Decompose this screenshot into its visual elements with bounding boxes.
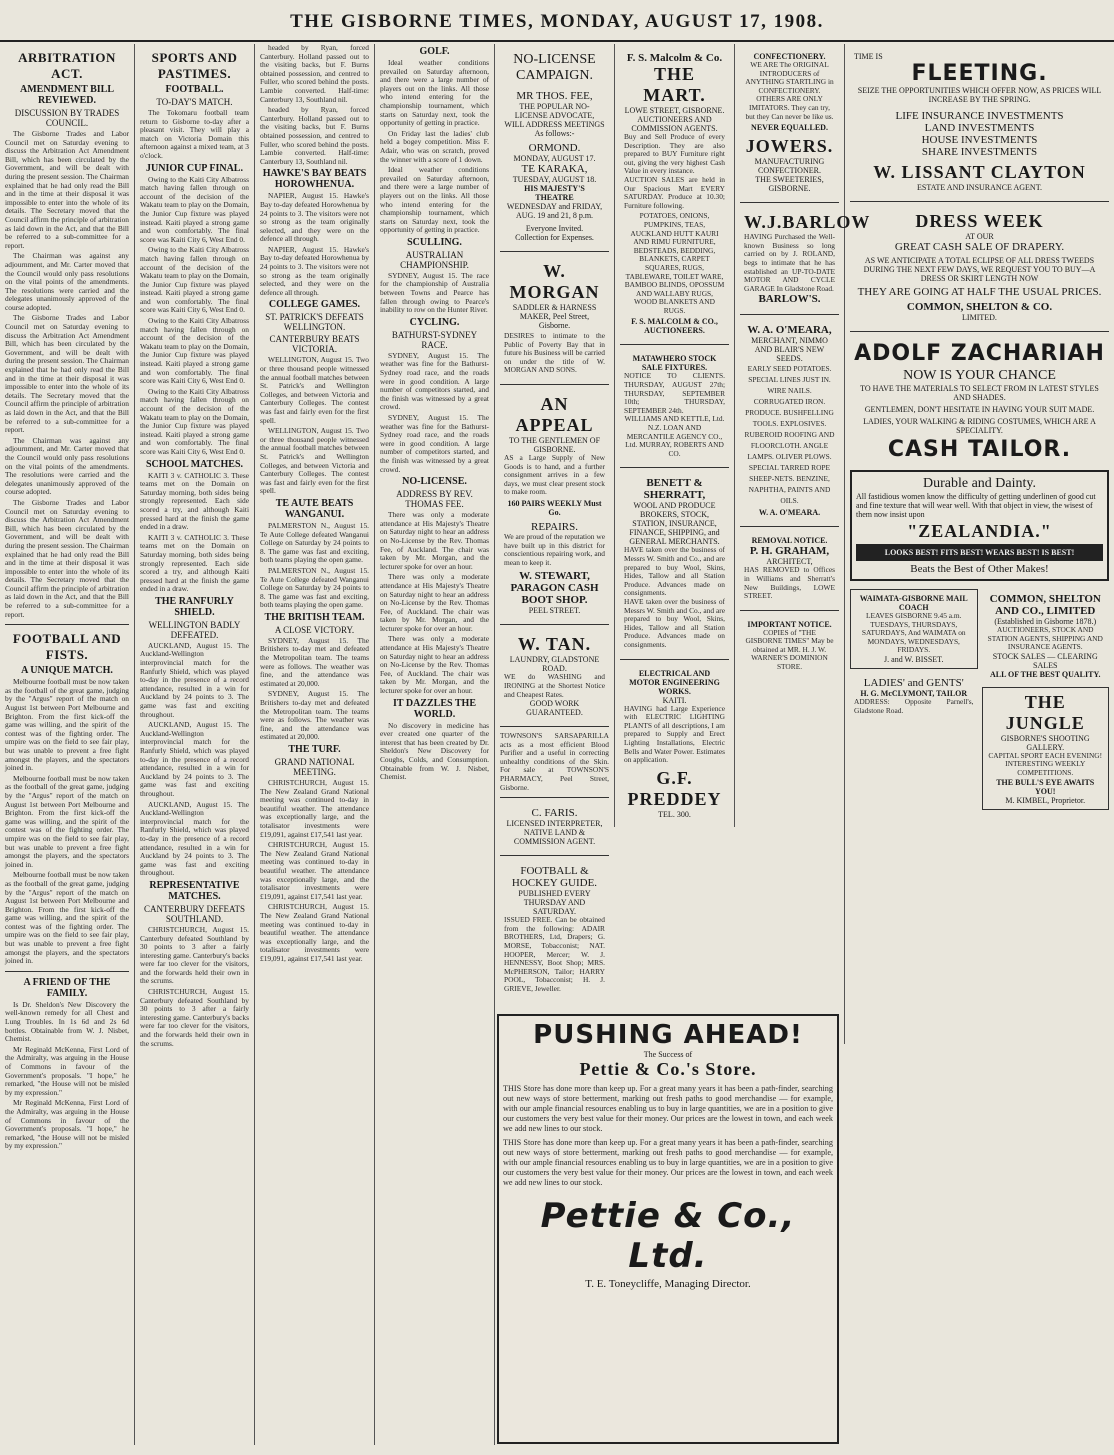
benett-sherratt-ad xyxy=(620,473,729,653)
ad-line: LAND INVESTMENTS xyxy=(924,122,1035,134)
ad-subtitle: AUCTIONEERS AND COMMISSION AGENTS. xyxy=(631,115,718,133)
paragraph: There was only a moderate attendance at His Majesty's Theatre on Saturday night to hear an address on No-License by the Rev. Thomas Fee, of Auckland. The chair was taken by Mr. Morgan, and the lecturer spoke for over an hour. xyxy=(380,510,489,571)
ad-subtitle: LADIES' and GENTS' xyxy=(863,676,964,689)
ad-title: C. FARIS. xyxy=(531,807,578,820)
barlow-ad xyxy=(740,208,871,309)
column-ads-1 xyxy=(495,44,615,993)
wellington-defeated-subhead: WELLINGTON BADLY DEFEATED. xyxy=(148,619,241,640)
ad-footer: F. S. MALCOLM & CO., AUCTIONEERS. xyxy=(631,317,718,336)
paragraph: AUCKLAND, August 15. The Auckland-Wellington interprovincial match for the Ranfurly Shield, which was played to-day in the presence of a record attendance, resulted in a win for Auckland by 24 points to 3. The game was fast and exciting throughout. xyxy=(140,799,249,878)
paragraph: No discovery in medicine has ever created one quarter of the interest that has been created by Dr. Sheldon's New Discovery for Coughs, Colds, and Consumption. Obtainable from W. J. Nisbet, Chemist. xyxy=(380,720,489,782)
divider xyxy=(620,344,729,345)
ad-subtitle: ARCHITECT, xyxy=(766,557,813,567)
bottom-ads xyxy=(850,585,1109,814)
ad-title: CONFECTIONERY. xyxy=(753,52,826,61)
sports-headline: SPORTS AND PASTIMES. xyxy=(151,50,238,81)
paragraph: Mr Reginald McKenna, First Lord of the Admiralty, was arguing in the House of Commons in favour of the Government's proposals. "I hope," he remarked, "the House will not be misled by my expression." xyxy=(5,1098,129,1151)
divider xyxy=(5,971,129,972)
paragraph: The Gisborne Trades and Labor Council met on Saturday evening to discuss the Arbitration Act Amendment Bill, which has been circulated by the Government, and will be dealt with during the present session. The Chairman explained that he had only read the Bill and in the time at their disposal it was impossible to enter into the whole of its details. The Secretary moved that the Council affirm the principle of arbitration as laid down in the Act, and that the Bill be referred to a sub-committee for a report. xyxy=(5,129,129,250)
st-patricks-subhead: ST. PATRICK'S DEFEATS WELLINGTON. xyxy=(265,312,364,333)
ad-footer: WILLIAMS AND KETTLE, Ltd. N.Z. LOAN AND MERCANTILE AGENCY CO., Ltd. MURRAY, ROBERTS AND CO. xyxy=(624,414,725,458)
ad-subtitle: (Established in Gisborne 1878.) xyxy=(994,617,1097,626)
paragraph: On Friday last the ladies' club held a bogey competition. Miss F. Adair, who was on scratch, proved the winner with a score of 1 down. xyxy=(380,128,489,164)
column-sports-cont xyxy=(255,44,375,1445)
paragraph: headed by Ryan, forced Canterbury. Holland passed out to the visiting backs, but F. Burns obtained possession, and centred to Fuller, who scored behind the posts. Lambie converted. Half-time: Canterbury 13, Southland nil. xyxy=(260,105,369,166)
article-body xyxy=(140,109,249,161)
rev-fee-subhead: ADDRESS BY REV. THOMAS FEE. xyxy=(396,489,473,510)
paragraph: The Gisborne Trades and Labor Council met on Saturday evening to discuss the Arbitration Act Amendment Bill, which has been circulated by the Government, and will be dealt with during the present session. The Chairman explained that he had only read the Bill and in the time at their disposal it was impossible to enter into the whole of its details. The Secretary moved that the Council affirm the principle of arbitration as laid down in the Act, and that the Bill be referred to a sub-committee for a report. xyxy=(5,313,129,435)
canterbury-victoria-subhead: CANTERBURY BEATS VICTORIA. xyxy=(269,334,360,355)
cycling-headline: CYCLING. xyxy=(409,316,460,328)
place: HIS MAJESTY'S THEATRE xyxy=(524,184,585,202)
pettie-ad xyxy=(497,1014,839,1444)
ad-title: WAIMATA-GISBORNE MAIL COACH xyxy=(859,594,968,612)
pettie-logo: Pettie & Co., Ltd. xyxy=(540,1196,796,1276)
graham-ad xyxy=(740,532,839,604)
ad-body: WE ARE The ORIGINAL INTRODUCERS of ANYTHING STARTLING in CONFECTIONERY. OTHERS ARE ONLY IMITATORS. They can try, but they Can never be like us. xyxy=(745,60,834,121)
jungle-ad xyxy=(982,687,1110,810)
no-license-headline: NO-LICENSE. xyxy=(402,476,467,488)
left-ads xyxy=(850,585,978,814)
article-body xyxy=(380,59,489,235)
article-body xyxy=(260,44,369,166)
common-shelton-ad xyxy=(982,589,1110,683)
no-license-ad xyxy=(500,48,609,246)
column-ads-4 xyxy=(845,44,1114,1445)
ad-line: LIFE INSURANCE INVESTMENTS xyxy=(895,110,1064,122)
ad-title: W. LISSANT CLAYTON xyxy=(873,162,1086,182)
ad-title: GREAT CASH SALE OF DRAPERY. xyxy=(894,241,1065,253)
junior-cup-subhead: JUNIOR CUP FINAL. xyxy=(146,162,243,174)
paragraph: SYDNEY, August 15. The weather was fine for the Bathurst-Sydney road race, and the roads were in good condition. A large number of competitors started, and the finish was witnessed by a great crowd. xyxy=(380,413,489,474)
ad-footer: NEVER EQUALLED. xyxy=(751,123,828,133)
paragraph: The Chairman was against any adjournment, and Mr. Carter moved that the Council would only pass resolutions on the vital points of the amendments. The resolutions were carried and the delegates unanimously approved of the course adopted. xyxy=(5,435,129,497)
grand-national-subhead: GRAND NATIONAL MEETING. xyxy=(274,757,355,777)
ad-footer: LIMITED. xyxy=(962,313,997,322)
ad-body: All fastidious women know the difficulty of getting underlinen of good cut and fine texture that will wear well. With that object in view, the wisest of them now insist upon xyxy=(856,492,1096,519)
important-notice-ad xyxy=(740,616,839,676)
footer: Collection for Expenses. xyxy=(515,233,594,242)
confectionery-ad xyxy=(740,48,839,197)
ad-title: PUSHING AHEAD! xyxy=(533,1020,803,1050)
ad-subtitle: GISBORNE'S SHOOTING GALLERY. xyxy=(1000,733,1090,752)
paragraph: PALMERSTON N., August 15. Te Aute College defeated Wanganui College on Saturday by 24 points to 8. The game was fast and exciting, both teams playing the open game. xyxy=(260,565,369,610)
paragraph: PALMERSTON N., August 15. Te Aute College defeated Wanganui College on Saturday by 24 points to 8. The game was fast and exciting, both teams playing the open game. xyxy=(260,520,369,565)
dress-week-ad xyxy=(850,207,1109,326)
paragraph: The Gisborne Trades and Labor Council met on Saturday evening to discuss the Arbitration Act Amendment Bill, which has been circulated by the Government, and will be dealt with during the present session. The Chairman explained that he had only read the Bill and in the time at their disposal it was impossible to enter into the whole of its details. The Secretary moved that the Council affirm the principle of arbitration as laid down in the Act, and that the Bill be referred to a sub-committee for a report. xyxy=(5,497,129,619)
paragraph: Ideal weather conditions prevailed on Saturday afternoon, and there were a large number of players out on the links. All those who intend entering for the championship tournament, which starts on Saturday next, took the opportunity of getting in practice. xyxy=(380,58,489,128)
ad-title: NO-LICENSE CAMPAIGN. xyxy=(513,52,596,83)
ad-phone: TEL. 300. xyxy=(658,809,691,819)
paragraph: Mr Reginald McKenna, First Lord of the Admiralty, was arguing in the House of Commons in favour of the Government's proposals. "I hope," he remarked, "the House will not be misled by my expression." xyxy=(5,1044,129,1097)
divider xyxy=(5,624,129,625)
championship-subhead: AUSTRALIAN CHAMPIONSHIP. xyxy=(400,249,469,270)
paragraph: SYDNEY, August 15. The weather was fine for the Bathurst-Sydney road race, and the roads were in good condition. A large number of competitors started, and the finish was witnessed by a great crowd. xyxy=(380,350,489,412)
paragraph: Owing to the Kaiti City Albatross match having fallen through on account of the decision of the Wakatu team to play on the Domain, the Junior Cup fixture was played instead. Kaiti played a strong game and won comfortably. The final score was Kaiti City 6, West End 0. xyxy=(140,245,249,315)
te-aute-subhead: TE AUTE BEATS WANGANUI. xyxy=(275,497,354,520)
ad-subtitle: MANUFACTURING CONFECTIONER. xyxy=(754,157,825,176)
article-body xyxy=(5,130,129,619)
ad-subtitle: KAITI. xyxy=(662,695,687,705)
ad-body: EARLY SEED POTATOES. SPECIAL LINES JUST IN. WIRE NAILS. CORRUGATED IRON. PRODUCE. BUSHFELLING TOOLS. EXPLOSIVES. RUBEROID ROOFING AND FLOORCLOTH. ANGLE LAMPS. OLIVER PLOWS. SPECIAL TARRED ROPE SHEEP-NETS. BENZINE, NAPHTHA, PAINTS AND OILS. xyxy=(744,364,835,506)
divider xyxy=(500,855,609,856)
ad-footer: BARLOW'S. xyxy=(758,293,821,306)
zealandia-ad xyxy=(850,470,1109,581)
ad-footer: T. E. Toneycliffe, Managing Director. xyxy=(585,1278,751,1290)
ad-title: BENETT & SHERRATT, xyxy=(643,477,706,502)
ad-body: NOTICE TO CLIENTS. THURSDAY, AUGUST 27th; THURSDAY, SEPTEMBER 10th; THURSDAY, SEPTEMBER 24th. xyxy=(624,371,725,415)
column-sports xyxy=(135,44,255,1445)
paragraph: Melbourne football must be now taken as the football of the great game, judging by the "Argus" report of the match on August 1st between Port Melbourne and Brighton. From the first kick-off the game was willing, and the spirit of the contest was of the fighting order. The umpire was on the field to see fair play, but was unable to prevent a free fight amongst the players, and the spectators joined in. xyxy=(5,870,129,966)
arbitration-headline: ARBITRATION ACT. xyxy=(18,50,116,81)
date: TUESDAY, AUGUST 18. xyxy=(512,175,597,184)
divider xyxy=(850,331,1109,332)
ad-body: COPIES of "THE GISBORNE TIMES" May be obtained at MR. H. J. W. WARNER'S DOMINION STORE. xyxy=(745,627,834,672)
masthead: THE GISBORNE TIMES, MONDAY, AUGUST 17, 1908. xyxy=(0,4,1114,42)
morgan-ad xyxy=(500,257,609,379)
ad-title: FLEETING. xyxy=(911,61,1048,86)
paragraph: SYDNEY, August 15. The Britishers to-day met and defeated the Metropolitan team. The teams were as follows. The weather was fine, and the attendance was estimated at 20,000. xyxy=(260,635,369,688)
ad-body: CAPITAL SPORT EACH EVENING! INTERESTING WEEKLY COMPETITIONS. xyxy=(988,750,1103,777)
paragraph: The Chairman was against any adjournment, and Mr. Carter moved that the Council would only pass resolutions on the vital points of the amendments. The resolutions were carried and the delegates unanimously approved of the course adopted. xyxy=(5,251,129,312)
paragraph: Owing to the Kaiti City Albatross match having fallen through on account of the decision of the Wakatu team to play on the Domain, the Junior Cup fixture was played instead. Kaiti played a strong game and won comfortably. The final score was Kaiti City 6, West End 0. xyxy=(140,316,249,386)
date: WEDNESDAY and FRIDAY, AUG. 19 and 21, 8 p.m. xyxy=(506,202,603,220)
football-subhead: FOOTBALL. xyxy=(165,84,224,95)
appeal-ad xyxy=(500,390,609,619)
representative-subhead: REPRESENTATIVE MATCHES. xyxy=(149,879,240,902)
ad-title: Durable and Dainty. xyxy=(923,476,1036,491)
ad-body: LADIES, YOUR WALKING & RIDING COSTUMES, WHICH ARE A SPECIALITY. xyxy=(863,417,1096,435)
paragraph: AUCKLAND, August 15. The Auckland-Wellington interprovincial match for the Ranfurly Shield, which was played to-day in the presence of a record attendance, resulted in a win for Auckland by 24 points to 3. The game was fast and exciting throughout. xyxy=(140,640,249,719)
ad-footer: G.F. PREDDEY xyxy=(627,767,722,809)
ad-body: THIS Store has done more than keep up. For a great many years it has been a path-finder, searching out new ways of store betterment, marking out fresh paths to good merchandise — for example, with our ample financial resources enabling us to buy in large quantities, we are in a position to give our customers the very best value for their money. Our prices are the lowest in town, and each week we add new lines to our stock. xyxy=(503,1084,833,1133)
ad-title: W. STEWART, PARAGON CASH BOOT SHOP. xyxy=(510,570,599,607)
ad-title: ELECTRICAL AND MOTOR ENGINEERING WORKS. xyxy=(629,668,720,696)
paragraph: WELLINGTON, August 15. Two or three thousand people witnessed the annual football matches between St. Patrick's and Wellington Colleges, and between Victoria and Canterbury Colleges. The contest was fast and fairly even for the first spell. xyxy=(260,355,369,425)
matawhero-ad xyxy=(620,350,729,462)
ad-subtitle: LICENSED INTERPRETER, NATIVE LAND & COMMISSION AGENT. xyxy=(506,819,603,847)
ad-subtitle: ESTATE AND INSURANCE AGENT. xyxy=(917,183,1042,192)
ad-title: "ZEALANDIA." xyxy=(907,521,1052,541)
ad-body: HAS REMOVED to Offices in Williams and Sherratt's New Buildings, LOWE STREET. xyxy=(744,565,835,601)
townson-ad: TOWNSON'S SARSAPARILLA acts as a most efficient Blood Purifier and a useful in correcting unhealthy conditions of the Skin. For sale at TOWNSON'S PHARMACY, Peel Street, Gisborne. xyxy=(500,731,609,792)
ad-title: F. S. Malcolm & Co. xyxy=(626,52,723,64)
ad-subtitle: TO THE GENTLEMEN OF GISBORNE. xyxy=(508,435,601,454)
ad-title: W. A. O'MEARA, xyxy=(747,324,832,337)
paragraph: Ideal weather conditions prevailed on Saturday afternoon, and there were a large number of players out on the links. All those who intend entering for the championship tournament, which starts on Saturday next, took the opportunity of getting in practice. xyxy=(380,165,489,235)
article-body xyxy=(140,472,249,594)
football-fists-subhead: A UNIQUE MATCH. xyxy=(21,665,113,677)
ad-callout: LOOKS BEST! FITS BEST! WEARS BEST! IS BEST! xyxy=(856,544,1103,561)
divider xyxy=(850,201,1109,202)
malcolm-ad xyxy=(620,48,729,339)
ad-body: HAVING Purchased the Well-known Business so long carried on by J. ROLAND, begs to intimate that he has established an UP-TO-DATE MOTOR AND CYCLE GARAGE In Gladstone Road. xyxy=(744,232,835,293)
ad-body: DESIRES to intimate to the Public of Poverty Bay that in future his Business will be carried on under the title of W. MORGAN AND SONS. xyxy=(504,331,605,375)
ad-address: ADDRESS: Opposite Parnell's, Gladstone Road. xyxy=(854,696,974,715)
ad-body: TO HAVE THE MATERIALS TO SELECT FROM IN LATEST STYLES AND SHADES. xyxy=(860,384,1099,402)
article-body xyxy=(260,522,369,610)
canterbury-subhead: CANTERBURY DEFEATS SOUTHLAND. xyxy=(144,903,245,924)
ad-title: REPAIRS. xyxy=(531,520,578,533)
ad-subtitle: THE POPULAR NO-LICENSE ADVOCATE, xyxy=(514,102,595,120)
paragraph: NAPIER, August 15. Hawke's Bay to-day defeated Horowhenua by 24 points to 3. The visitors were not so strong as the team originally selected, and they were on the defence all through. xyxy=(260,191,369,244)
divider xyxy=(500,624,609,625)
ad-title: P. H. GRAHAM, xyxy=(749,545,830,558)
article-body xyxy=(380,272,489,315)
ad-subtitle: LAUNDRY, GLADSTONE ROAD. xyxy=(509,655,600,674)
divider xyxy=(500,797,609,798)
paragraph: Owing to the Kaiti City Albatross match having fallen through on account of the decision of the Wakatu team to play on the Domain, the Junior Cup fixture was played instead. Kaiti played a strong game and won comfortably. The final score was Kaiti City 6, West End 0. xyxy=(140,174,249,244)
article-body xyxy=(5,1001,129,1151)
ad-subtitle: AT OUR xyxy=(965,232,994,241)
ad-body: HAVE taken over the business of Messrs W. Smith and Co., and are prepared to buy Wool, Skins, Hides, Tallow and all Station Produce. Advances made on consignments. xyxy=(624,596,725,649)
ad-footer: J. and W. BISSET. xyxy=(884,654,944,664)
paragraph: KAITI 3 v. CATHOLIC 3. These teams met on the Domain on Saturday morning, both sides being strongly represented. Each side scored a try, and although Kaiti pressed hard at the finish the game ended in a draw. xyxy=(140,470,249,532)
article-body xyxy=(5,678,129,966)
ad-title: REMOVAL NOTICE. xyxy=(751,536,828,546)
ad-footer: CASH TAILOR. xyxy=(887,437,1072,462)
mcclymont-ad xyxy=(850,673,978,719)
ad-footer: Beats the Best of Other Makes! xyxy=(910,563,1049,575)
ad-subtitle: MERCHANT, NIMMO AND BLAIR'S NEW SEEDS. xyxy=(751,336,828,364)
paragraph: The Tokomaru football team return to Gisborne to-day after a pleasant visit. They will play a match on Victoria Domain this afternoon against a mixed team, at 3 o'clock. xyxy=(140,108,249,160)
divider xyxy=(740,610,839,611)
ad-title: W.J.BARLOW xyxy=(744,212,871,233)
zachariah-ad xyxy=(850,337,1109,466)
ad-line: HOUSE INVESTMENTS xyxy=(921,134,1038,146)
ad-subtitle: SADDLER & HARNESS MAKER, Peel Street, Gisborne. xyxy=(512,303,597,330)
ad-footer: COMMON, SHELTON & CO. xyxy=(906,301,1053,313)
ad-body: SEIZE THE OPPORTUNITIES WHICH OFFER NOW, AS PRICES WILL INCREASE BY THE SPRING. xyxy=(857,86,1102,104)
close-victory-subhead: A CLOSE VICTORY. xyxy=(274,624,355,635)
paragraph: AUCKLAND, August 15. The Auckland-Wellington interprovincial match for the Ranfurly Shield, which was played to-day in the presence of a record attendance, resulted in a win for Auckland by 24 points to 3. The game was fast and exciting throughout. xyxy=(140,720,249,798)
article-body xyxy=(140,642,249,878)
ad-footer: ALL OF THE BEST QUALITY. xyxy=(990,669,1101,679)
divider xyxy=(500,726,609,727)
ad-body: GENTLEMEN, DON'T HESITATE IN HAVING YOUR SUIT MADE. xyxy=(864,405,1095,414)
divider xyxy=(740,314,839,315)
ad-body: HAVE taken over the business of Messrs W. Smith and Co., and are prepared to buy Wool, Skins, Hides, Tallow and all Station Produce. Advances made on consignments. xyxy=(624,545,725,598)
footer: Everyone Invited. xyxy=(525,224,584,233)
ad-line: SHARE INVESTMENTS xyxy=(921,146,1038,158)
ad-title: AN APPEAL xyxy=(515,393,594,435)
ad-title: W. MORGAN xyxy=(509,261,600,302)
divider xyxy=(620,467,729,468)
article-body xyxy=(140,926,249,1048)
ad-body: ISSUED FREE. Can be obtained from the following: ADAIR BROTHERS, Ltd, Drapers; G. MORSE, Tobacconist; NAT. HOOPER, Mercer; W. J. HENNESSY, Boot Shop; MRS. McPHERSON, Tailor; HARRY POOL, Tobacconist; H. J. GRIEVE, Jeweller. xyxy=(504,915,605,993)
paragraph: WELLINGTON, August 15. Two or three thousand people witnessed the annual football matches between St. Patrick's and Wellington Colleges, and between Victoria and Canterbury Colleges. The contest was fast and fairly even for the first spell. xyxy=(260,426,369,496)
ad-title: W. TAN. xyxy=(517,634,592,655)
ad-title: THEY ARE GOING AT HALF THE USUAL PRICES. xyxy=(857,286,1102,298)
ad-body: HAVING had Large Experience with ELECTRIC LIGHTING PLANTS of all descriptions, I am prepared to Supply and Erect Lighting Installations, Electric Bells and Water Power. Estimates on application. xyxy=(624,703,725,765)
ad-callout: 160 PAIRS WEEKLY Must Go. xyxy=(507,498,602,517)
paragraph: SYDNEY, August 15. The race for the championship of Australia between Towns and Pearce has fallen through owing to Pearce's inability to row on the Hunter River. xyxy=(380,270,489,315)
arbitration-subhead: AMENDMENT BILL REVIEWED. xyxy=(20,84,114,106)
omeara-ad xyxy=(740,320,839,521)
article-body xyxy=(380,511,489,695)
mail-coach-ad xyxy=(850,589,978,669)
paragraph: Owing to the Kaiti City Albatross match having fallen through on account of the decision of the Wakatu team to play on the Domain, the Junior Cup fixture was played instead. Kaiti played a strong game and won comfortably. The final score was Kaiti City 6, West End 0. xyxy=(140,386,249,456)
paragraph: CHRISTCHURCH, August 15. The New Zealand Grand National meeting was continued to-day in beautiful weather. The attendance was exceptionally large, and the totalisator investments were £19,091, against £17,541 last year. xyxy=(260,840,369,901)
ad-footer: GOOD WORK GUARANTEED. xyxy=(526,699,583,718)
paragraph: There was only a moderate attendance at His Majesty's Theatre on Saturday night to hear an address on No-License by the Rev. Thomas Fee, of Auckland. The chair was taken by Mr. Morgan, and the lecturer spoke for over an hour. xyxy=(380,572,489,633)
ad-title: COMMON, SHELTON AND CO., LIMITED xyxy=(989,593,1101,617)
ad-body: AS WE ANTICIPATE A TOTAL ECLIPSE OF ALL DRESS TWEEDS DURING THE NEXT FEW DAYS, WE REQUEST YOU TO BUY—A DRESS OR SKIRT LENGTH NOW xyxy=(863,256,1096,283)
paragraph: There was only a moderate attendance at His Majesty's Theatre on Saturday night to hear an address on No-License by the Rev. Thomas Fee, of Auckland. The chair was taken by Mr. Morgan, and the lecturer spoke for over an hour. xyxy=(380,634,489,696)
ad-title: JOWERS. xyxy=(745,136,834,157)
paragraph: CHRISTCHURCH, August 15. The New Zealand Grand National meeting was continued to-day in beautiful weather. The attendance was exceptionally large, and the totalisator investments were £19,091, against £17,541 last year. xyxy=(260,778,369,839)
hawkes-bay-subhead: HAWKE'S BAY BEATS HOROWHENUA. xyxy=(262,168,367,191)
golf-headline: GOLF. xyxy=(419,46,450,57)
divider xyxy=(740,526,839,527)
british-team-subhead: THE BRITISH TEAM. xyxy=(264,611,365,623)
ad-subtitle: PUBLISHED EVERY THURSDAY AND SATURDAY. xyxy=(518,889,591,917)
place: TE KARAKA, xyxy=(521,163,588,175)
ad-body: STOCK SALES — CLEARING SALES xyxy=(992,651,1098,670)
ad-body: AUCTIONEERS, STOCK AND STATION AGENTS, SHIPPING AND INSURANCE AGENTS. xyxy=(987,625,1103,652)
paragraph: headed by Ryan, forced Canterbury. Holland passed out to the visiting backs, but F. Burns obtained possession, and centred to Fuller, who scored behind the posts. Lambie converted. Half-time: Canterbury 13, Southland nil. xyxy=(260,43,369,104)
divider xyxy=(620,659,729,660)
ad-subtitle: LOWE STREET, GISBORNE. xyxy=(624,106,725,115)
football-fists-headline: FOOTBALL AND FISTS. xyxy=(12,631,122,663)
dazzles-headline: IT DAZZLES THE WORLD. xyxy=(392,697,476,720)
ad-footer: W. A. O'MEARA. xyxy=(758,508,821,518)
ad-title: NOW IS YOUR CHANCE xyxy=(903,368,1056,383)
electrical-ad xyxy=(620,665,729,823)
article-body xyxy=(260,356,369,496)
ad-subtitle: MR THOS. FEE, xyxy=(516,90,593,102)
ad-subtitle: The Success of xyxy=(643,1050,693,1059)
ad-body: THIS Store has done more than keep up. For a great many years it has been a path-finder, searching out new ways of store betterment, marking out fresh paths to good merchandise — for example, with our ample financial resources enabling us to buy in large quantities, we are in a position to give our customers the very best value for their money. Our prices are the lowest in town, and each week we add new lines to our stock. xyxy=(503,1138,833,1187)
friend-family-headline: A FRIEND OF THE FAMILY. xyxy=(23,976,111,999)
ad-footer: M. KIMBEL, Proprietor. xyxy=(1005,795,1086,805)
ad-title: FOOTBALL & HOCKEY GUIDE. xyxy=(511,865,598,890)
school-matches-subhead: SCHOOL MATCHES. xyxy=(145,458,244,470)
divider xyxy=(500,251,609,252)
ad-title: IMPORTANT NOTICE. xyxy=(747,619,832,629)
article-body xyxy=(380,352,489,474)
paragraph: SYDNEY, August 15. The Britishers to-day met and defeated the Metropolitan team. The teams were as follows. The weather was fine, and the attendance was estimated at 20,000. xyxy=(260,689,369,742)
paragraph: CHRISTCHURCH, August 15. The New Zealand Grand National meeting was continued to-day in beautiful weather. The attendance was exceptionally large, and the totalisator investments were £19,091, against £17,541 last year. xyxy=(260,902,369,963)
ad-title: THE JUNGLE xyxy=(1005,691,1085,733)
ad-title: THE MART. xyxy=(643,64,706,105)
ad-subtitle: Pettie & Co.'s Store. xyxy=(579,1059,757,1079)
ranfurly-subhead: THE RANFURLY SHIELD. xyxy=(155,595,234,618)
column-golf xyxy=(375,44,495,1445)
article-body xyxy=(380,722,489,782)
ad-title: ADOLF ZACHARIAH xyxy=(854,341,1105,366)
paragraph: KAITI 3 v. CATHOLIC 3. These teams met on the Domain on Saturday morning, both sides being strongly represented. Each side scored a try, and although Kaiti pressed hard at the finish the game ended in a draw. xyxy=(140,532,249,594)
place: ORMOND. xyxy=(528,142,581,154)
paragraph: Melbourne football must be now taken as the football of the great game, judging by the "Argus" report of the match on August 1st between Port Melbourne and Brighton. From the first kick-off the game was willing, and the spirit of the contest was of the fighting order. The umpire was on the field to see fair play, but was unable to prevent a free fight amongst the players, and the spectators joined in. xyxy=(5,677,129,773)
ad-list: POTATOES, ONIONS, PUMPKINS, TEAS, AUCKLAND HUTT KAURI AND RIMU FURNITURE, BEDSTEADS, BEDDING, BLANKETS, CARPET SQUARES, RUGS, TABLEWARE, TOILET WARE, BAMBOO BLINDS, OPOSSUM AND WALLABY RUGS, WOOD BLANKETS AND RUGS. xyxy=(624,211,725,315)
ad-footer: THE BULL'S EYE AWAITS YOU! xyxy=(996,777,1095,796)
column-arbitration xyxy=(0,44,135,1445)
article-body xyxy=(140,176,249,457)
paragraph: Is Dr. Sheldon's New Discovery the well-known remedy for all Chest and Lung Troubles. In 1s 6d and 2s 6d bottles. Obtainable from W. J. Nisbet, Chemist. xyxy=(5,999,129,1044)
ad-title: DRESS WEEK xyxy=(915,211,1044,231)
date: MONDAY, AUGUST 17. xyxy=(513,154,596,163)
ad-subtitle: THE SWEETERIES, GISBORNE. xyxy=(755,175,824,194)
article-body xyxy=(260,637,369,742)
paragraph: NAPIER, August 15. Hawke's Bay to-day defeated Horowhenua by 24 points to 3. The visitors were not so strong as the team originally selected, and they were on the defence all through. xyxy=(260,244,369,297)
tan-laundry-ad xyxy=(500,630,609,721)
paragraph: CHRISTCHURCH, August 15. Canterbury defeated Southland by 30 points to 3 after a fairly interesting game. Canterbury's backs were far too clever for the visitors, and the forwards held their own in the scrums. xyxy=(140,924,249,986)
paragraph: CHRISTCHURCH, August 15. Canterbury defeated Southland by 30 points to 3 after a fairly interesting game. Canterbury's backs were far too clever for the visitors, and the forwards held their own in the scrums. xyxy=(140,987,249,1048)
sculling-headline: SCULLING. xyxy=(407,236,462,248)
arbitration-subhead-2: DISCUSSION BY TRADES COUNCIL. xyxy=(14,108,120,128)
football-guide-ad xyxy=(500,861,609,997)
ad-body: AUCTION SALES are held in Our Spacious Mart EVERY SATURDAY. Produce at 10.30; Furniture following. xyxy=(624,174,725,210)
article-body xyxy=(260,779,369,963)
ad-body: We are proud of the reputation we have built up in this district for conscientious repairing work, and mean to keep it. xyxy=(504,531,605,567)
college-games-subhead: COLLEGE GAMES. xyxy=(268,299,361,311)
turf-subhead: THE TURF. xyxy=(288,744,341,755)
ad-title: H. G. McCLYMONT, TAILOR xyxy=(860,688,968,698)
divider xyxy=(500,384,609,385)
article-body xyxy=(260,192,369,297)
faris-ad xyxy=(500,803,609,850)
ad-subtitle: PEEL STREET. xyxy=(528,606,581,616)
ad-body: Buy and Sell Produce of every Description. They are also prepared to BUY Furniture right out, giving the very highest Cash Value in every instance. xyxy=(624,132,725,176)
divider xyxy=(740,202,839,203)
todays-match-subhead: TO-DAY'S MATCH. xyxy=(156,97,233,107)
right-ads xyxy=(982,585,1110,814)
bathurst-subhead: BATHURST-SYDNEY RACE. xyxy=(391,329,478,350)
ad-subtitle: TIME IS xyxy=(854,52,883,61)
ad-subtitle: WOOL AND PRODUCE BROKERS, STOCK, STATION, INSURANCE, FINANCE, SHIPPING, and GENERAL MERCHANTS. xyxy=(629,501,720,547)
ad-body: WE do WASHING and IRONING at the Shortest Notice and Cheapest Rates. xyxy=(504,672,605,699)
ad-title: MATAWHERO STOCK SALE FIXTURES. xyxy=(632,354,717,373)
ad-body: AS a Large Supply of New Goods is to hand, and a further consignment arrives in a few days, we must clear present stock to make room. xyxy=(504,452,605,497)
ad-subtitle: WILL ADDRESS MEETINGS As follows:- xyxy=(504,120,605,138)
paragraph: Melbourne football must be now taken as the football of the great game, judging by the "Argus" report of the match on August 1st between Port Melbourne and Brighton. From the first kick-off the game was willing, and the spirit of the contest was of the fighting order. The umpire was on the field to see fair play, but was unable to prevent a free fight amongst the players, and the spectators joined in. xyxy=(5,773,129,869)
ad-body: LEAVES GISBORNE 9.45 a.m. TUESDAYS, THURSDAYS, SATURDAYS, And WAIMATA on MONDAYS, WEDNESDAYS, FRIDAYS. xyxy=(861,611,966,655)
fleeting-ad xyxy=(850,48,1109,196)
column-ads-2 xyxy=(615,44,735,827)
